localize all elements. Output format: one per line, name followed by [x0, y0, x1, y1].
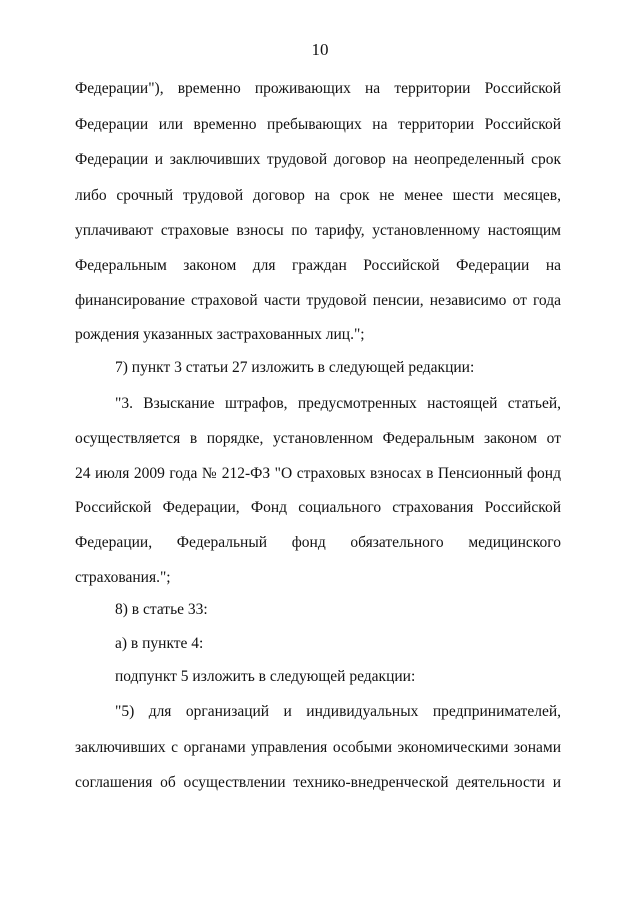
text-line: 24 июля 2009 года № 212-ФЗ "О страховых взносах в Пенсионный фонд	[75, 465, 561, 482]
text-line: а) в пункте 4:	[115, 635, 204, 652]
text-line: Федерации и заключивших трудовой договор на неопределенный срок	[75, 151, 561, 168]
text-line: "3. Взыскание штрафов, предусмотренных настоящей статьей,	[115, 395, 561, 412]
text-line: уплачивают страховые взносы по тарифу, установленному настоящим	[75, 222, 561, 239]
text-line: соглашения об осуществлении технико-внедренческой деятельности и	[75, 774, 561, 791]
text-line: финансирование страховой части трудовой пенсии, независимо от года	[75, 292, 561, 309]
text-line: Российской Федерации, Фонд социального страхования Российской	[75, 499, 561, 516]
page-number: 10	[311, 40, 329, 59]
text-line: осуществляется в порядке, установленном Федеральным законом от	[75, 430, 561, 447]
text-line: подпункт 5 изложить в следующей редакции:	[115, 668, 416, 685]
text-line: заключивших с органами управления особыми экономическими зонами	[75, 739, 561, 756]
text-line: Федерации"), временно проживающих на территории Российской	[75, 80, 561, 97]
text-line: 8) в статье 33:	[115, 601, 208, 618]
text-line: Федерации или временно пребывающих на территории Российской	[75, 116, 561, 133]
text-line: Федеральным законом для граждан Российской Федерации на	[75, 257, 561, 274]
text-line: 7) пункт 3 статьи 27 изложить в следующей редакции:	[115, 359, 475, 376]
text-line: рождения указанных застрахованных лиц.";	[75, 326, 365, 343]
text-line: Федерации, Федеральный фонд обязательного медицинского	[75, 534, 561, 551]
text-line: страхования.";	[75, 569, 171, 586]
text-line: "5) для организаций и индивидуальных предпринимателей,	[115, 703, 561, 720]
text-line: либо срочный трудовой договор на срок не менее шести месяцев,	[75, 187, 561, 204]
